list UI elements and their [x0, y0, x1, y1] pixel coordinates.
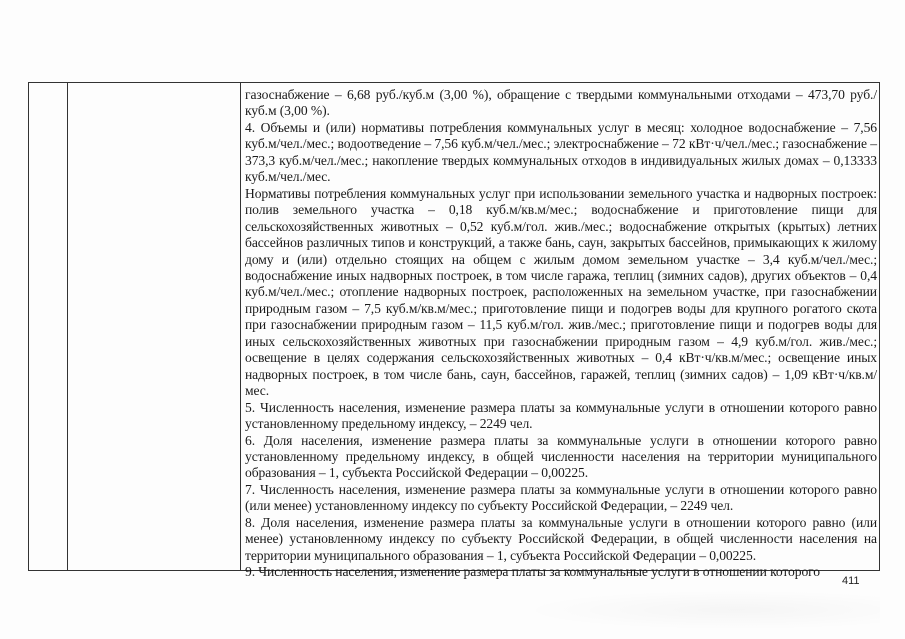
paragraph-item-7: 7. Численность населения, изменение размера платы за коммунальные услуги в отношении которого равно (или менее) установленному индексу по субъекту Российской Федерации, – 2249 чел. [245, 481, 877, 514]
paragraph-tariff-continuation: газоснабжение – 6,68 руб./куб.м (3,00 %), обращение с твердыми коммунальными отходами – 473,70 руб./куб.м (3,00 %). [245, 87, 877, 119]
scan-artifact [520, 590, 880, 630]
paragraph-item-9: 9. Численность населения, изменение размера платы за коммунальные услуги в отношении которого [245, 564, 820, 580]
table-column-divider-1 [67, 83, 68, 570]
paragraph-land-norms: Нормативы потребления коммунальных услуг при использовании земельного участка и надворных построек: полив земельного участка – 0,18 куб.м/кв.м/мес.; водоснабжение и приготовление пищи для сельскохозяйственных животных – 0,52 куб.м/гол. жив./мес.; водоснабжение открытых (крытых) летних бассейнов различных типов и конструкций, а также бань, саун, закрытых бассейнов, примыкающих к жилому дому и (или) отдельно стоящих на общем с жилым домом земельном участке – 3,4 куб.м/чел./мес.; водоснабжение иных надворных построек, в том числе гаража, теплиц (зимних садов), других объектов – 0,4 куб.м/чел./мес.; отопление надворных построек, расположенных на земельном участке, при газоснабжении природным газом – 7,5 куб.м/кв.м/мес.; приготовление пищи и подогрев воды для крупного рогатого скота при газоснабжении природным газом – 11,5 куб.м/гол. жив./мес.; приготовление пищи и подогрев воды для иных сельскохозяйственных животных при газоснабжении природным газом – 4,9 куб.м/гол. жив./мес.; освещение в целях содержания сельскохозяйственных животных – 0,4 кВт·ч/кв.м/мес.; освещение иных надворных построек, в том числе бань, саун, бассейнов, гаражей, теплиц (зимних садов) – 1,09 кВт·ч/кв.м/мес. [245, 185, 877, 399]
paragraph-item-6: 6. Доля населения, изменение размера платы за коммунальные услуги в отношении которого равно установленному предельному индексу, в общей численности населения на территории муниципального образования – 1, субъекта Российской Федерации – 0,00225. [245, 432, 877, 481]
table-cell-content [245, 87, 877, 580]
document-table [28, 82, 880, 580]
paragraph-item-5: 5. Численность населения, изменение размера платы за коммунальные услуги в отношении которого равно установленному предельному индексу, – 2249 чел. [245, 399, 877, 432]
page-number: 411 [842, 575, 860, 587]
paragraph-item-4: 4. Объемы и (или) нормативы потребления коммунальных услуг в месяц: холодное водоснабжение – 7,56 куб.м/чел./мес.; водоотведение – 7,56 куб.м/чел./мес.; электроснабжение – 72 кВт·ч/чел./мес.; газоснабжение – 373,3 куб.м/чел./мес.; накопление твердых коммунальных отходов в индивидуальных жилых домах – 0,13333 куб.м/чел./мес. [245, 119, 877, 185]
table-column-divider-2 [240, 83, 241, 570]
paragraph-item-8: 8. Доля населения, изменение размера платы за коммунальные услуги в отношении которого равно (или менее) установленному индексу по субъекту Российской Федерации, в общей численности населения на территории муниципального образования – 1, субъекта Российской Федерации – 0,00225. [245, 514, 877, 563]
